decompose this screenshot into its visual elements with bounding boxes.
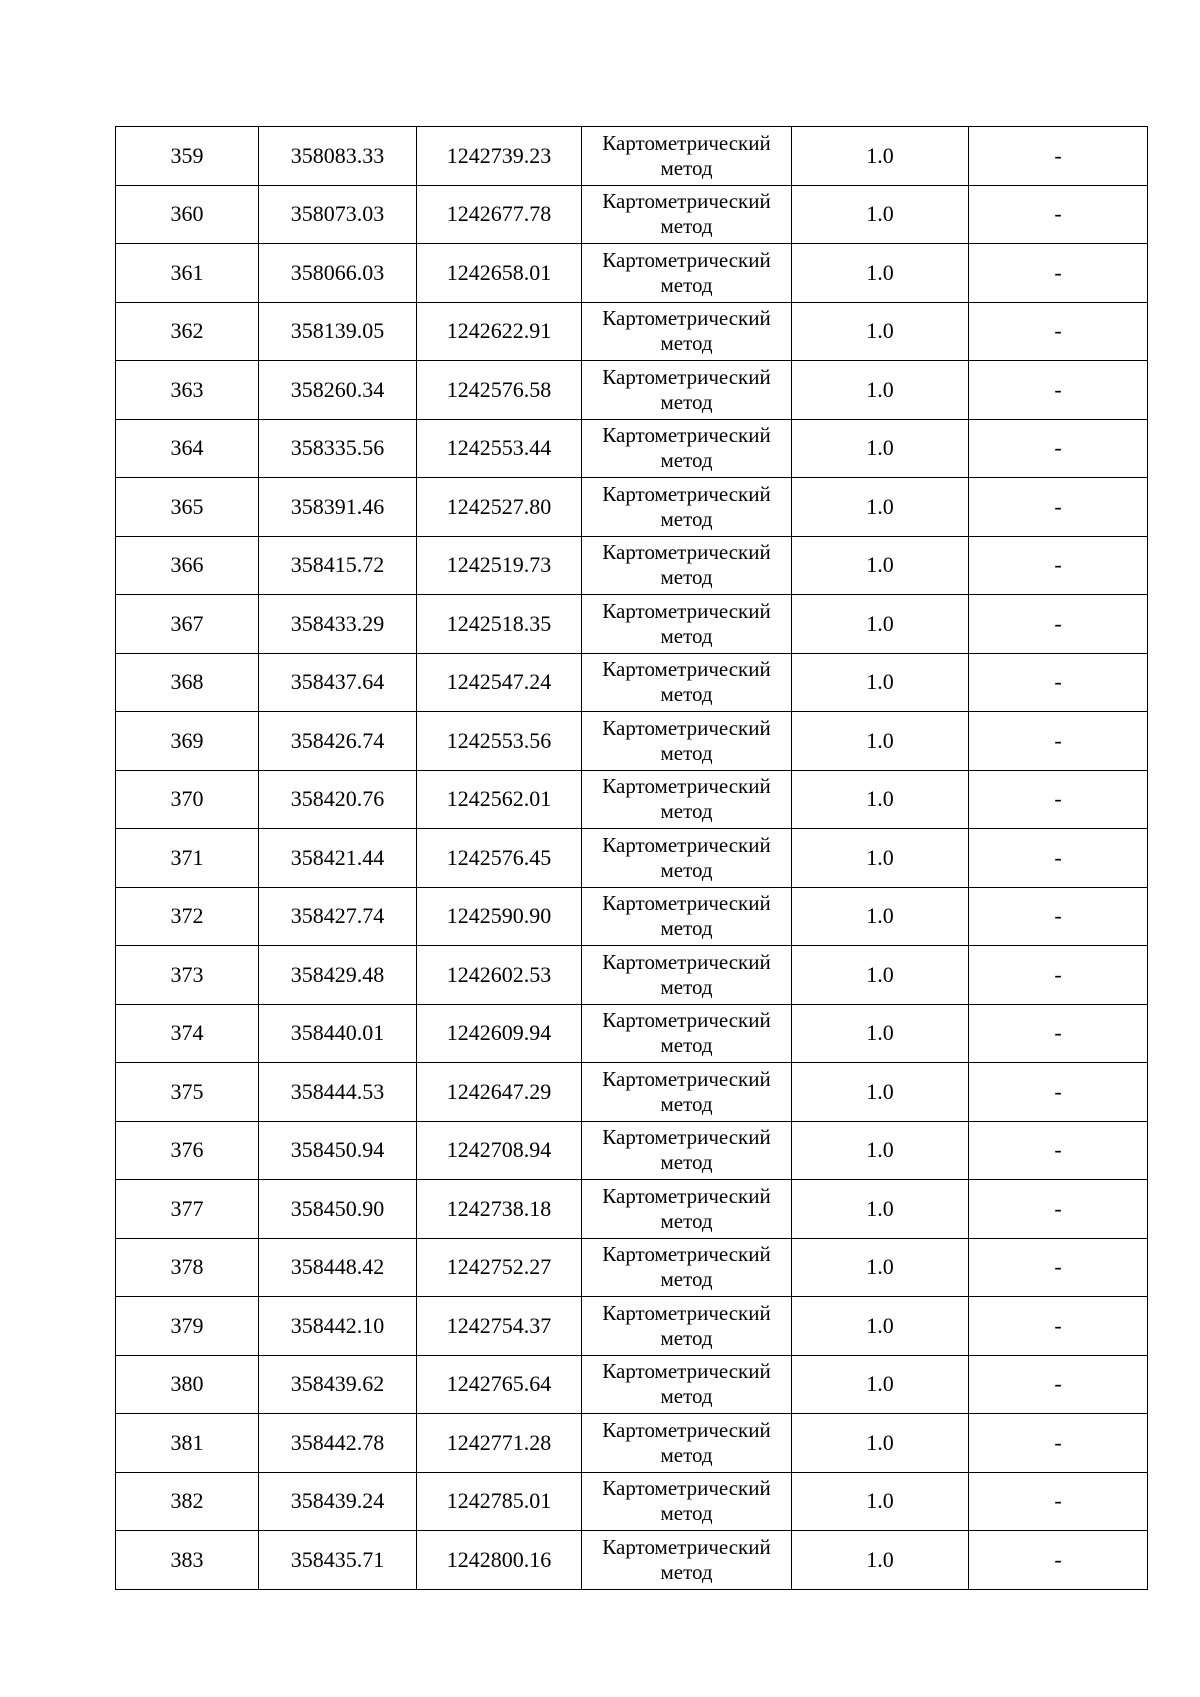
x-coordinate-cell: 358421.44 xyxy=(259,829,417,888)
method-line-1: Картометрический xyxy=(602,657,771,682)
table-row xyxy=(116,1180,1148,1239)
method-line-2: метод xyxy=(660,623,713,648)
method-line-2: метод xyxy=(660,331,713,356)
table-row xyxy=(116,478,1148,537)
table-row xyxy=(116,1472,1148,1531)
method-cell xyxy=(582,478,792,537)
point-number-cell: 360 xyxy=(116,185,259,244)
x-coordinate-cell: 358450.90 xyxy=(259,1180,417,1239)
method-cell xyxy=(582,712,792,771)
y-coordinate-cell: 1242553.44 xyxy=(417,419,582,478)
note-cell: - xyxy=(969,770,1148,829)
accuracy-cell: 1.0 xyxy=(792,1414,969,1473)
accuracy-cell: 1.0 xyxy=(792,770,969,829)
method-line-2: метод xyxy=(660,1208,713,1233)
note-cell: - xyxy=(969,595,1148,654)
method-line-2: метод xyxy=(660,1384,713,1409)
method-cell xyxy=(582,536,792,595)
y-coordinate-cell: 1242602.53 xyxy=(417,946,582,1005)
method-line-1: Картометрический xyxy=(602,891,771,916)
table-row xyxy=(116,712,1148,771)
table-row xyxy=(116,1531,1148,1590)
x-coordinate-cell: 358073.03 xyxy=(259,185,417,244)
point-number-cell: 367 xyxy=(116,595,259,654)
x-coordinate-cell: 358260.34 xyxy=(259,361,417,420)
y-coordinate-cell: 1242553.56 xyxy=(417,712,582,771)
y-coordinate-cell: 1242658.01 xyxy=(417,244,582,303)
method-line-2: метод xyxy=(660,1267,713,1292)
note-cell: - xyxy=(969,1414,1148,1473)
y-coordinate-cell: 1242708.94 xyxy=(417,1121,582,1180)
x-coordinate-cell: 358437.64 xyxy=(259,653,417,712)
method-line-1: Картометрический xyxy=(602,481,771,506)
note-cell: - xyxy=(969,127,1148,186)
x-coordinate-cell: 358427.74 xyxy=(259,887,417,946)
x-coordinate-cell: 358450.94 xyxy=(259,1121,417,1180)
table-row xyxy=(116,302,1148,361)
note-cell: - xyxy=(969,1180,1148,1239)
x-coordinate-cell: 358415.72 xyxy=(259,536,417,595)
table-row xyxy=(116,1004,1148,1063)
point-number-cell: 364 xyxy=(116,419,259,478)
y-coordinate-cell: 1242647.29 xyxy=(417,1063,582,1122)
y-coordinate-cell: 1242562.01 xyxy=(417,770,582,829)
accuracy-cell: 1.0 xyxy=(792,478,969,537)
x-coordinate-cell: 358439.24 xyxy=(259,1472,417,1531)
method-line-2: метод xyxy=(660,1442,713,1467)
method-cell xyxy=(582,361,792,420)
x-coordinate-cell: 358435.71 xyxy=(259,1531,417,1590)
note-cell: - xyxy=(969,536,1148,595)
y-coordinate-cell: 1242677.78 xyxy=(417,185,582,244)
accuracy-cell: 1.0 xyxy=(792,1472,969,1531)
method-line-2: метод xyxy=(660,1091,713,1116)
method-line-2: метод xyxy=(660,565,713,590)
method-cell xyxy=(582,244,792,303)
point-number-cell: 365 xyxy=(116,478,259,537)
method-line-1: Картометрический xyxy=(602,1417,771,1442)
table-row xyxy=(116,361,1148,420)
y-coordinate-cell: 1242609.94 xyxy=(417,1004,582,1063)
note-cell: - xyxy=(969,244,1148,303)
method-cell xyxy=(582,595,792,654)
method-line-2: метод xyxy=(660,506,713,531)
method-line-2: метод xyxy=(660,1559,713,1584)
method-cell xyxy=(582,1238,792,1297)
x-coordinate-cell: 358083.33 xyxy=(259,127,417,186)
method-cell xyxy=(582,1531,792,1590)
point-number-cell: 359 xyxy=(116,127,259,186)
method-cell xyxy=(582,770,792,829)
accuracy-cell: 1.0 xyxy=(792,302,969,361)
table-row xyxy=(116,1121,1148,1180)
y-coordinate-cell: 1242785.01 xyxy=(417,1472,582,1531)
method-line-1: Картометрический xyxy=(602,423,771,448)
method-cell xyxy=(582,1297,792,1356)
note-cell: - xyxy=(969,1531,1148,1590)
accuracy-cell: 1.0 xyxy=(792,1238,969,1297)
table-row xyxy=(116,653,1148,712)
x-coordinate-cell: 358426.74 xyxy=(259,712,417,771)
y-coordinate-cell: 1242771.28 xyxy=(417,1414,582,1473)
table-row xyxy=(116,1063,1148,1122)
method-line-1: Картометрический xyxy=(602,540,771,565)
method-line-1: Картометрический xyxy=(602,1125,771,1150)
method-line-2: метод xyxy=(660,214,713,239)
x-coordinate-cell: 358440.01 xyxy=(259,1004,417,1063)
method-cell xyxy=(582,1180,792,1239)
method-line-1: Картометрический xyxy=(602,774,771,799)
note-cell: - xyxy=(969,946,1148,1005)
point-number-cell: 378 xyxy=(116,1238,259,1297)
y-coordinate-cell: 1242739.23 xyxy=(417,127,582,186)
method-cell xyxy=(582,653,792,712)
table-row xyxy=(116,419,1148,478)
accuracy-cell: 1.0 xyxy=(792,536,969,595)
y-coordinate-cell: 1242622.91 xyxy=(417,302,582,361)
note-cell: - xyxy=(969,302,1148,361)
point-number-cell: 368 xyxy=(116,653,259,712)
point-number-cell: 370 xyxy=(116,770,259,829)
method-cell xyxy=(582,1414,792,1473)
point-number-cell: 369 xyxy=(116,712,259,771)
y-coordinate-cell: 1242547.24 xyxy=(417,653,582,712)
accuracy-cell: 1.0 xyxy=(792,419,969,478)
note-cell: - xyxy=(969,361,1148,420)
y-coordinate-cell: 1242800.16 xyxy=(417,1531,582,1590)
method-cell xyxy=(582,1004,792,1063)
method-line-2: метод xyxy=(660,1033,713,1058)
point-number-cell: 363 xyxy=(116,361,259,420)
y-coordinate-cell: 1242576.58 xyxy=(417,361,582,420)
note-cell: - xyxy=(969,419,1148,478)
method-line-2: метод xyxy=(660,389,713,414)
note-cell: - xyxy=(969,185,1148,244)
point-number-cell: 374 xyxy=(116,1004,259,1063)
point-number-cell: 379 xyxy=(116,1297,259,1356)
method-line-2: метод xyxy=(660,1325,713,1350)
x-coordinate-cell: 358335.56 xyxy=(259,419,417,478)
point-number-cell: 380 xyxy=(116,1355,259,1414)
y-coordinate-cell: 1242527.80 xyxy=(417,478,582,537)
note-cell: - xyxy=(969,1297,1148,1356)
point-number-cell: 377 xyxy=(116,1180,259,1239)
method-line-1: Картометрический xyxy=(602,1534,771,1559)
point-number-cell: 366 xyxy=(116,536,259,595)
x-coordinate-cell: 358442.78 xyxy=(259,1414,417,1473)
method-line-1: Картометрический xyxy=(602,306,771,331)
method-cell xyxy=(582,946,792,1005)
accuracy-cell: 1.0 xyxy=(792,1063,969,1122)
table-body xyxy=(116,127,1148,1590)
note-cell: - xyxy=(969,1238,1148,1297)
method-line-2: метод xyxy=(660,1501,713,1526)
accuracy-cell: 1.0 xyxy=(792,946,969,1005)
table-row xyxy=(116,536,1148,595)
coordinates-table xyxy=(115,126,1148,1590)
method-line-2: метод xyxy=(660,740,713,765)
note-cell: - xyxy=(969,887,1148,946)
method-line-2: метод xyxy=(660,974,713,999)
table-row xyxy=(116,770,1148,829)
method-line-2: метод xyxy=(660,916,713,941)
accuracy-cell: 1.0 xyxy=(792,1531,969,1590)
accuracy-cell: 1.0 xyxy=(792,185,969,244)
method-line-1: Картометрический xyxy=(602,715,771,740)
note-cell: - xyxy=(969,653,1148,712)
y-coordinate-cell: 1242752.27 xyxy=(417,1238,582,1297)
method-line-1: Картометрический xyxy=(602,1066,771,1091)
method-line-1: Картометрический xyxy=(602,1476,771,1501)
method-line-1: Картометрический xyxy=(602,247,771,272)
method-line-2: метод xyxy=(660,155,713,180)
method-line-1: Картометрический xyxy=(602,598,771,623)
method-cell xyxy=(582,887,792,946)
y-coordinate-cell: 1242519.73 xyxy=(417,536,582,595)
method-line-1: Картометрический xyxy=(602,949,771,974)
method-cell xyxy=(582,302,792,361)
accuracy-cell: 1.0 xyxy=(792,1180,969,1239)
method-cell xyxy=(582,1355,792,1414)
y-coordinate-cell: 1242738.18 xyxy=(417,1180,582,1239)
method-line-1: Картометрический xyxy=(602,1300,771,1325)
accuracy-cell: 1.0 xyxy=(792,712,969,771)
y-coordinate-cell: 1242754.37 xyxy=(417,1297,582,1356)
accuracy-cell: 1.0 xyxy=(792,1121,969,1180)
accuracy-cell: 1.0 xyxy=(792,595,969,654)
method-line-1: Картометрический xyxy=(602,189,771,214)
table-row xyxy=(116,946,1148,1005)
method-line-1: Картометрический xyxy=(602,1359,771,1384)
method-cell xyxy=(582,1472,792,1531)
note-cell: - xyxy=(969,712,1148,771)
point-number-cell: 371 xyxy=(116,829,259,888)
method-line-1: Картометрический xyxy=(602,364,771,389)
method-line-2: метод xyxy=(660,799,713,824)
method-line-1: Картометрический xyxy=(602,130,771,155)
table-row xyxy=(116,244,1148,303)
accuracy-cell: 1.0 xyxy=(792,244,969,303)
note-cell: - xyxy=(969,1355,1148,1414)
accuracy-cell: 1.0 xyxy=(792,653,969,712)
x-coordinate-cell: 358420.76 xyxy=(259,770,417,829)
x-coordinate-cell: 358433.29 xyxy=(259,595,417,654)
note-cell: - xyxy=(969,1472,1148,1531)
table-row xyxy=(116,829,1148,888)
point-number-cell: 373 xyxy=(116,946,259,1005)
point-number-cell: 361 xyxy=(116,244,259,303)
method-line-2: метод xyxy=(660,857,713,882)
method-line-2: метод xyxy=(660,1150,713,1175)
table-row xyxy=(116,127,1148,186)
method-cell xyxy=(582,1063,792,1122)
note-cell: - xyxy=(969,1063,1148,1122)
point-number-cell: 383 xyxy=(116,1531,259,1590)
accuracy-cell: 1.0 xyxy=(792,887,969,946)
x-coordinate-cell: 358444.53 xyxy=(259,1063,417,1122)
note-cell: - xyxy=(969,478,1148,537)
x-coordinate-cell: 358139.05 xyxy=(259,302,417,361)
method-cell xyxy=(582,419,792,478)
accuracy-cell: 1.0 xyxy=(792,1297,969,1356)
x-coordinate-cell: 358439.62 xyxy=(259,1355,417,1414)
table-row xyxy=(116,1414,1148,1473)
point-number-cell: 362 xyxy=(116,302,259,361)
y-coordinate-cell: 1242590.90 xyxy=(417,887,582,946)
accuracy-cell: 1.0 xyxy=(792,361,969,420)
method-line-1: Картометрический xyxy=(602,1008,771,1033)
accuracy-cell: 1.0 xyxy=(792,1355,969,1414)
point-number-cell: 382 xyxy=(116,1472,259,1531)
x-coordinate-cell: 358066.03 xyxy=(259,244,417,303)
accuracy-cell: 1.0 xyxy=(792,829,969,888)
table-row xyxy=(116,1297,1148,1356)
method-line-1: Картометрический xyxy=(602,832,771,857)
table-row xyxy=(116,185,1148,244)
method-cell xyxy=(582,829,792,888)
method-line-2: метод xyxy=(660,272,713,297)
method-cell xyxy=(582,185,792,244)
method-line-1: Картометрический xyxy=(602,1183,771,1208)
x-coordinate-cell: 358429.48 xyxy=(259,946,417,1005)
accuracy-cell: 1.0 xyxy=(792,127,969,186)
method-line-2: метод xyxy=(660,682,713,707)
x-coordinate-cell: 358442.10 xyxy=(259,1297,417,1356)
y-coordinate-cell: 1242518.35 xyxy=(417,595,582,654)
point-number-cell: 381 xyxy=(116,1414,259,1473)
accuracy-cell: 1.0 xyxy=(792,1004,969,1063)
table-row xyxy=(116,1238,1148,1297)
table-row xyxy=(116,1355,1148,1414)
note-cell: - xyxy=(969,829,1148,888)
point-number-cell: 372 xyxy=(116,887,259,946)
method-cell xyxy=(582,1121,792,1180)
method-line-1: Картометрический xyxy=(602,1242,771,1267)
method-cell xyxy=(582,127,792,186)
table-row xyxy=(116,595,1148,654)
point-number-cell: 375 xyxy=(116,1063,259,1122)
x-coordinate-cell: 358391.46 xyxy=(259,478,417,537)
y-coordinate-cell: 1242765.64 xyxy=(417,1355,582,1414)
table-row xyxy=(116,887,1148,946)
method-line-2: метод xyxy=(660,448,713,473)
y-coordinate-cell: 1242576.45 xyxy=(417,829,582,888)
point-number-cell: 376 xyxy=(116,1121,259,1180)
note-cell: - xyxy=(969,1004,1148,1063)
x-coordinate-cell: 358448.42 xyxy=(259,1238,417,1297)
note-cell: - xyxy=(969,1121,1148,1180)
